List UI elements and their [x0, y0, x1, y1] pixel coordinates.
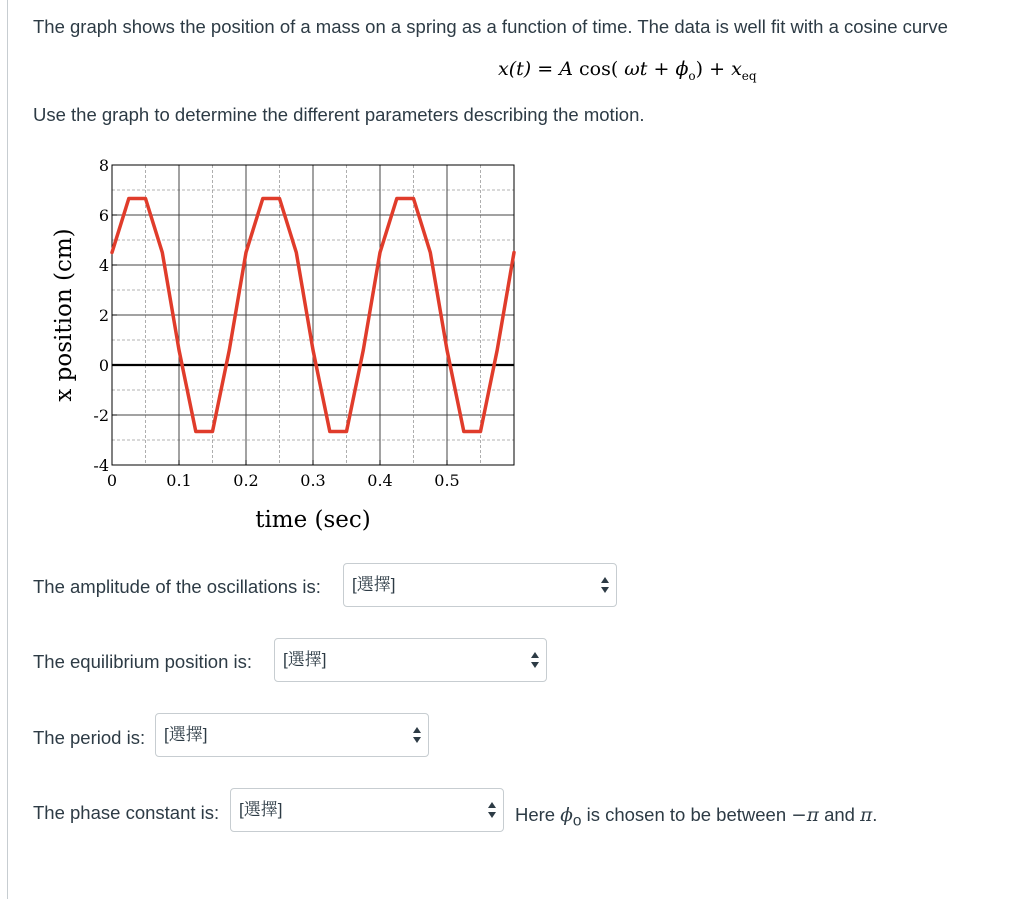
formula-xeq: x: [731, 58, 742, 80]
equilibrium-select[interactable]: [274, 638, 547, 682]
phase-question-label: The phase constant is:: [33, 802, 220, 823]
note-phi-sub: o: [572, 812, 582, 830]
question-intro: The graph shows the position of a mass on a spring as a function of time. The data is well fit with a cosine curve: [33, 16, 948, 37]
y-tick-label: 0: [98, 356, 109, 375]
x-tick-label: 0.3: [300, 471, 326, 490]
y-tick-label: -4: [93, 456, 109, 475]
y-tick-label: -2: [93, 406, 109, 425]
formula-equals: =: [537, 58, 554, 80]
y-axis-label: x position (cm): [51, 228, 77, 402]
formula-omega-t: ωt: [624, 58, 648, 80]
note-and: and: [818, 804, 861, 825]
phase-select-value: [選擇]: [239, 800, 283, 819]
formula-xeq-sub: eq: [741, 68, 757, 83]
x-tick-label: 0.5: [434, 471, 460, 490]
y-tick-label: 6: [98, 206, 109, 225]
x-axis-label: time (sec): [255, 507, 371, 533]
amplitude-question-label: The amplitude of the oscillations is:: [33, 576, 321, 597]
formula-phi: ϕ: [675, 58, 689, 80]
period-select[interactable]: [155, 713, 429, 757]
note-middle: is chosen to be between: [581, 804, 792, 825]
equilibrium-select-value: [選擇]: [283, 650, 327, 669]
period-question-label: The period is:: [33, 727, 146, 748]
y-tick-label: 8: [98, 156, 109, 175]
x-tick-label: 0.1: [166, 471, 192, 490]
formula-close: ): [695, 58, 704, 80]
position-time-chart: [45, 150, 545, 540]
note-prefix: Here: [515, 804, 561, 825]
formula-cos: cos(: [578, 58, 619, 80]
formula-phi-sub: o: [688, 68, 696, 83]
select-arrows-icon: [531, 652, 539, 668]
formula-plus-2: +: [709, 58, 726, 80]
formula-amplitude: A: [559, 58, 573, 80]
x-tick-label: 0: [106, 471, 118, 490]
note-pi: π: [860, 805, 873, 826]
question-instruction: Use the graph to determine the different parameters describing the motion.: [33, 104, 645, 125]
note-period: .: [872, 804, 878, 825]
formula-lhs: x(t): [498, 58, 532, 80]
amplitude-select-value: [選擇]: [352, 575, 396, 594]
y-tick-label: 2: [98, 306, 109, 325]
phase-range-note: [515, 804, 877, 831]
note-neg-pi: −π: [791, 805, 819, 826]
select-arrows-icon: [601, 577, 609, 593]
x-tick-label: 0.4: [367, 471, 393, 490]
phase-select[interactable]: [230, 788, 504, 832]
note-phi: ϕ: [560, 805, 573, 826]
left-border: [7, 0, 8, 899]
select-arrows-icon: [488, 802, 496, 818]
cosine-formula: [498, 58, 757, 83]
amplitude-select[interactable]: [343, 563, 617, 607]
y-tick-label: 4: [98, 256, 109, 275]
select-arrows-icon: [413, 727, 421, 743]
x-tick-label: 0.2: [233, 471, 259, 490]
period-select-value: [選擇]: [164, 725, 208, 744]
formula-plus: +: [653, 58, 670, 80]
equilibrium-question-label: The equilibrium position is:: [33, 651, 253, 672]
